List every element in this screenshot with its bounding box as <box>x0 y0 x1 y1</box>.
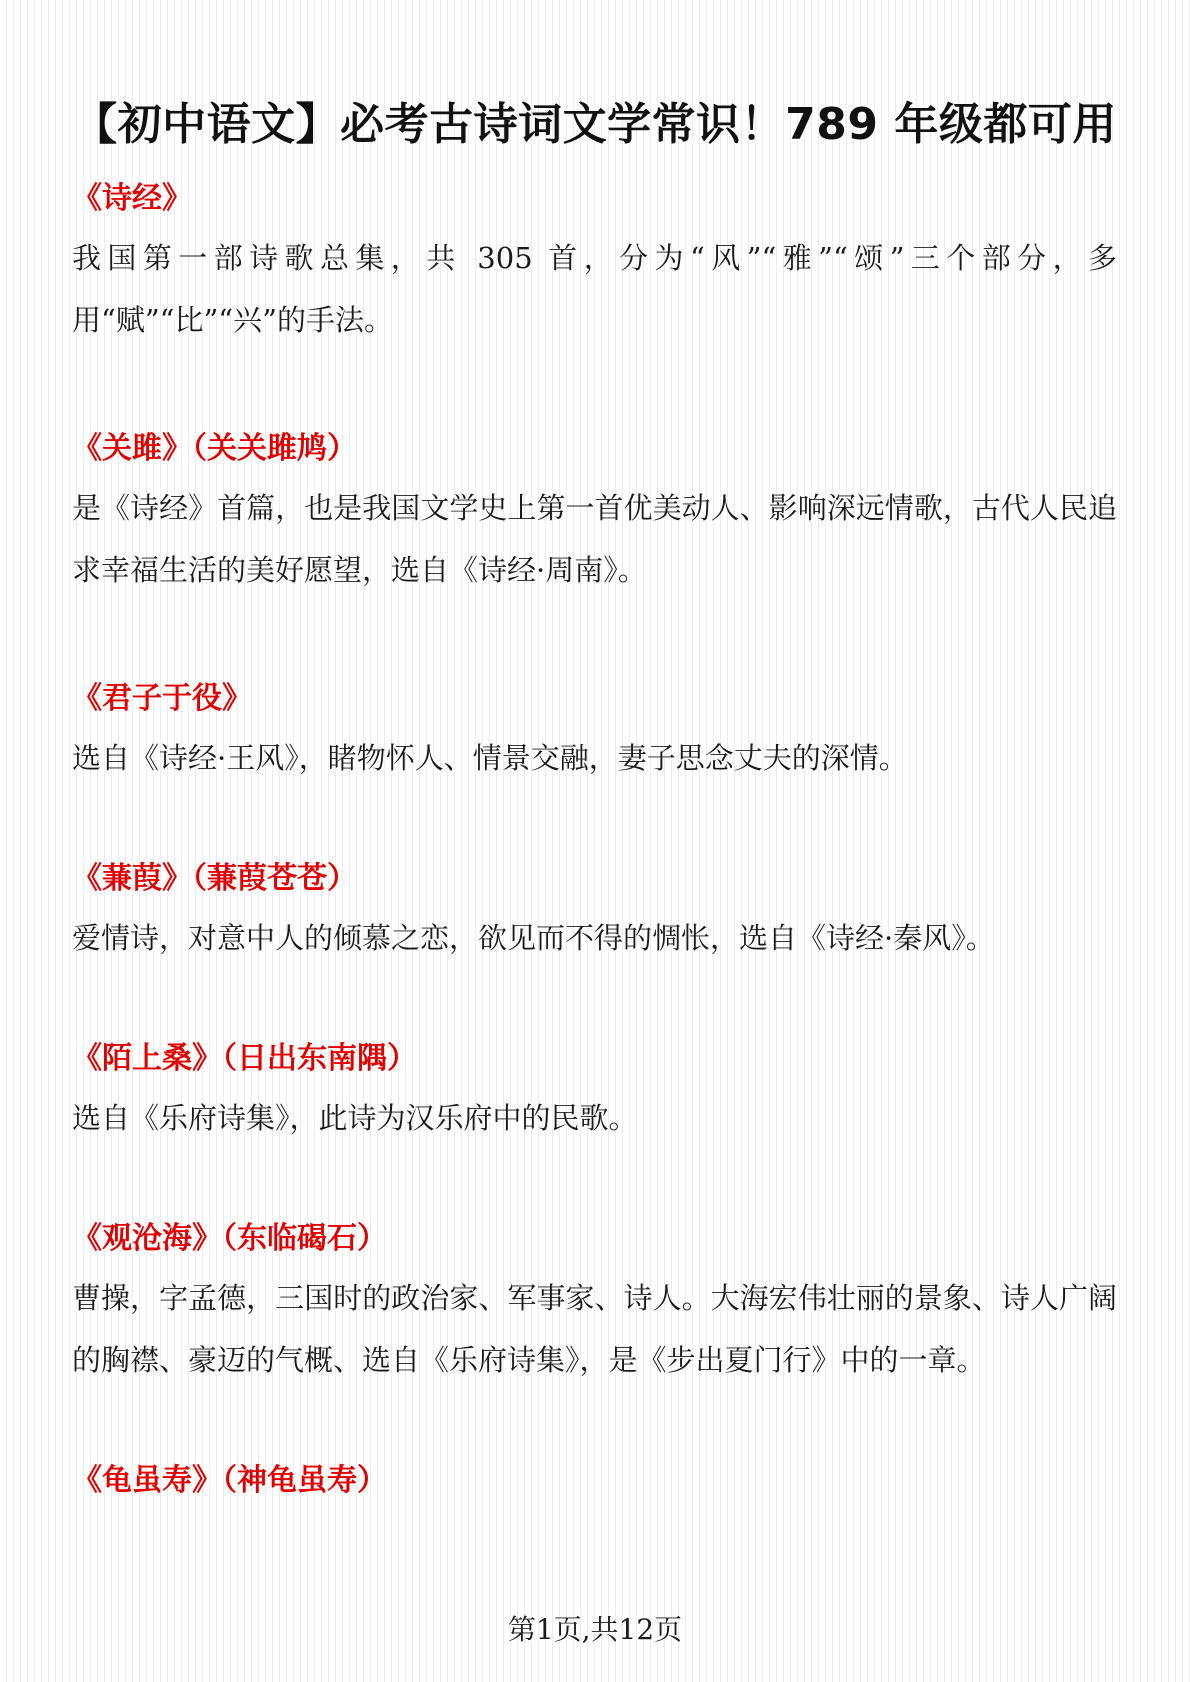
entry-heading: 《龟虽寿》（神龟虽寿） <box>72 1463 387 1498</box>
entry-heading: 《诗经》 <box>72 181 192 216</box>
entry-body: 爱情诗，对意中人的倾慕之恋，欲见而不得的惆怅，选自《诗经·秦风》。 <box>72 921 995 955</box>
entry-spacer <box>72 601 1117 675</box>
entry-junziyuyi <box>72 675 1117 789</box>
entry-heading: 《陌上桑》（日出东南隅） <box>72 1041 417 1076</box>
entry-body: 选自《诗经·王风》，睹物怀人、情景交融，妻子思念丈夫的深情。 <box>72 741 908 775</box>
entry-jianjia <box>72 855 1117 969</box>
entry-moshangsang <box>72 1035 1117 1149</box>
entry-guanju <box>72 425 1117 601</box>
entry-guisuishou <box>72 1457 1117 1505</box>
entry-heading: 《观沧海》（东临碣石） <box>72 1221 387 1256</box>
entry-body: 选自《乐府诗集》，此诗为汉乐府中的民歌。 <box>72 1101 638 1135</box>
entry-heading: 《君子于役》 <box>72 681 252 716</box>
page-number: 第1页,共12页 <box>507 1613 683 1646</box>
entry-body: 曹操，字孟德，三国时的政治家、军事家、诗人。大海宏伟壮丽的景象、诗人广阔的胸襟、豪迈的气概、选自《乐府诗集》，是《步出夏门行》中的一章。 <box>72 1281 1117 1377</box>
entry-guancanghai <box>72 1215 1117 1391</box>
page-title: 【初中语文】必考古诗词文学常识！789 年级都可用 <box>73 99 1117 150</box>
entry-heading: 《蒹葭》（蒹葭苍苍） <box>72 861 357 896</box>
entry-spacer <box>72 351 1117 425</box>
entries-list <box>72 175 1117 1505</box>
entry-spacer <box>72 969 1117 1035</box>
entry-spacer <box>72 1391 1117 1457</box>
entry-shijing <box>72 175 1117 351</box>
entry-spacer <box>72 1149 1117 1215</box>
entry-heading: 《关雎》（关关雎鸠） <box>72 431 357 466</box>
entry-spacer <box>72 789 1117 855</box>
entry-body: 我国第一部诗歌总集，共 305 首，分为“风”“雅”“颂”三个部分，多用“赋”“比”“兴”的手法。 <box>72 241 1117 337</box>
entry-body: 是《诗经》首篇，也是我国文学史上第一首优美动人、影响深远情歌，古代人民追求幸福生活的美好愿望，选自《诗经·周南》。 <box>72 491 1117 587</box>
